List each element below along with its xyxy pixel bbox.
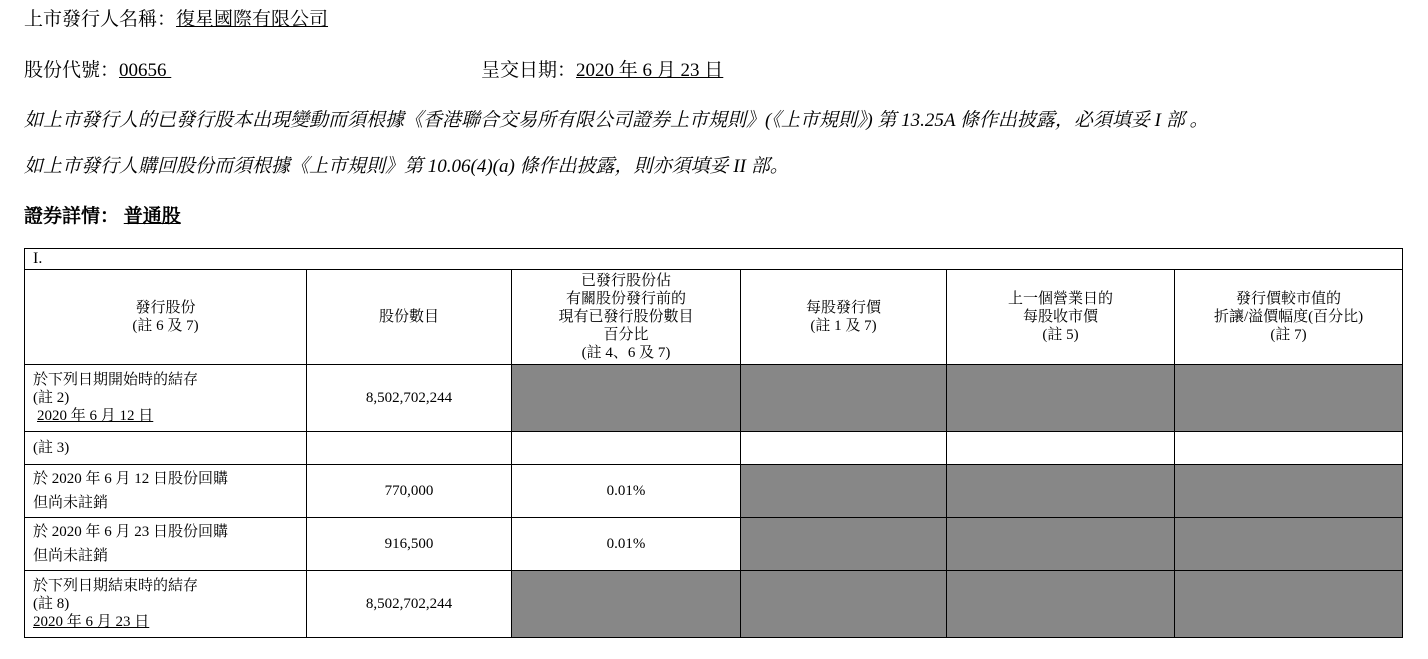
part1-instruction: 如上市發行人的已發行股本出現變動而須根據《香港聯合交易所有限公司證券上市規則》(《上市規則》) 第 13.25A 條作出披露，必須填妥 I 部 。	[24, 110, 1209, 131]
issuer-line	[24, 4, 328, 31]
stock-code-value: 00656	[119, 60, 167, 81]
submission-date-line	[481, 55, 723, 82]
table-row	[25, 465, 1403, 518]
shaded-cell	[512, 571, 741, 638]
securities-label: 證券詳情：	[24, 206, 120, 227]
shares-cell: 916,500	[307, 518, 512, 571]
submission-date-label: 呈交日期：	[481, 60, 577, 81]
issuer-label: 上市發行人名稱：	[24, 9, 177, 30]
shaded-cell	[947, 465, 1175, 518]
table-row	[25, 365, 1403, 432]
row-label: (註 3)	[25, 432, 307, 465]
header-issue-price: 每股發行價 (註 1 及 7)	[741, 270, 947, 365]
shaded-cell	[1175, 465, 1403, 518]
empty-cell	[741, 432, 947, 465]
shaded-cell	[947, 365, 1175, 432]
shares-cell: 8,502,702,244	[307, 365, 512, 432]
submission-date-value: 2020 年 6 月 23 日	[576, 60, 724, 81]
shaded-cell	[741, 518, 947, 571]
row-label: 於 2020 年 6 月 23 日股份回購 但尚未註銷	[25, 518, 307, 571]
header-closing-price: 上一個營業日的 每股收市價 (註 5)	[947, 270, 1175, 365]
table-row	[25, 571, 1403, 638]
empty-cell	[307, 432, 512, 465]
shaded-cell	[512, 365, 741, 432]
securities-value: 普通股	[123, 206, 181, 227]
share-issue-table	[24, 248, 1403, 638]
shaded-cell	[741, 465, 947, 518]
shaded-cell	[1175, 365, 1403, 432]
shaded-cell	[947, 571, 1175, 638]
shaded-cell	[741, 571, 947, 638]
shares-cell: 8,502,702,244	[307, 571, 512, 638]
table-header-row	[25, 270, 1403, 365]
percentage-cell: 0.01%	[512, 518, 741, 571]
table-row	[25, 432, 1403, 465]
table-row	[25, 518, 1403, 571]
stock-code-label: 股份代號：	[24, 60, 120, 81]
header-issued-shares: 發行股份 (註 6 及 7)	[25, 270, 307, 365]
section-label: I.	[25, 249, 1403, 270]
empty-cell	[947, 432, 1175, 465]
shaded-cell	[741, 365, 947, 432]
empty-cell	[512, 432, 741, 465]
percentage-cell: 0.01%	[512, 465, 741, 518]
part2-instruction: 如上市發行人購回股份而須根據《上市規則》第 10.06(4)(a) 條作出披露，則亦須填妥 II 部。	[24, 156, 789, 177]
shaded-cell	[1175, 518, 1403, 571]
header-number-of-shares: 股份數目	[307, 270, 512, 365]
stock-code-line	[24, 55, 171, 82]
securities-line	[24, 201, 181, 228]
shaded-cell	[947, 518, 1175, 571]
header-discount-premium: 發行價較市值的 折讓/溢價幅度(百分比) (註 7)	[1175, 270, 1403, 365]
issuer-name: 復星國際有限公司	[176, 9, 329, 30]
header-percentage: 已發行股份佔 有關股份發行前的 現有已發行股份數目 百分比 (註 4、6 及 7)	[512, 270, 741, 365]
row-label: 於 2020 年 6 月 12 日股份回購 但尚未註銷	[25, 465, 307, 518]
shares-cell: 770,000	[307, 465, 512, 518]
row-label: 於下列日期開始時的結存 (註 2) 2020 年 6 月 12 日	[25, 365, 307, 432]
empty-cell	[1175, 432, 1403, 465]
shaded-cell	[1175, 571, 1403, 638]
row-label: 於下列日期結束時的結存 (註 8) 2020 年 6 月 23 日	[25, 571, 307, 638]
